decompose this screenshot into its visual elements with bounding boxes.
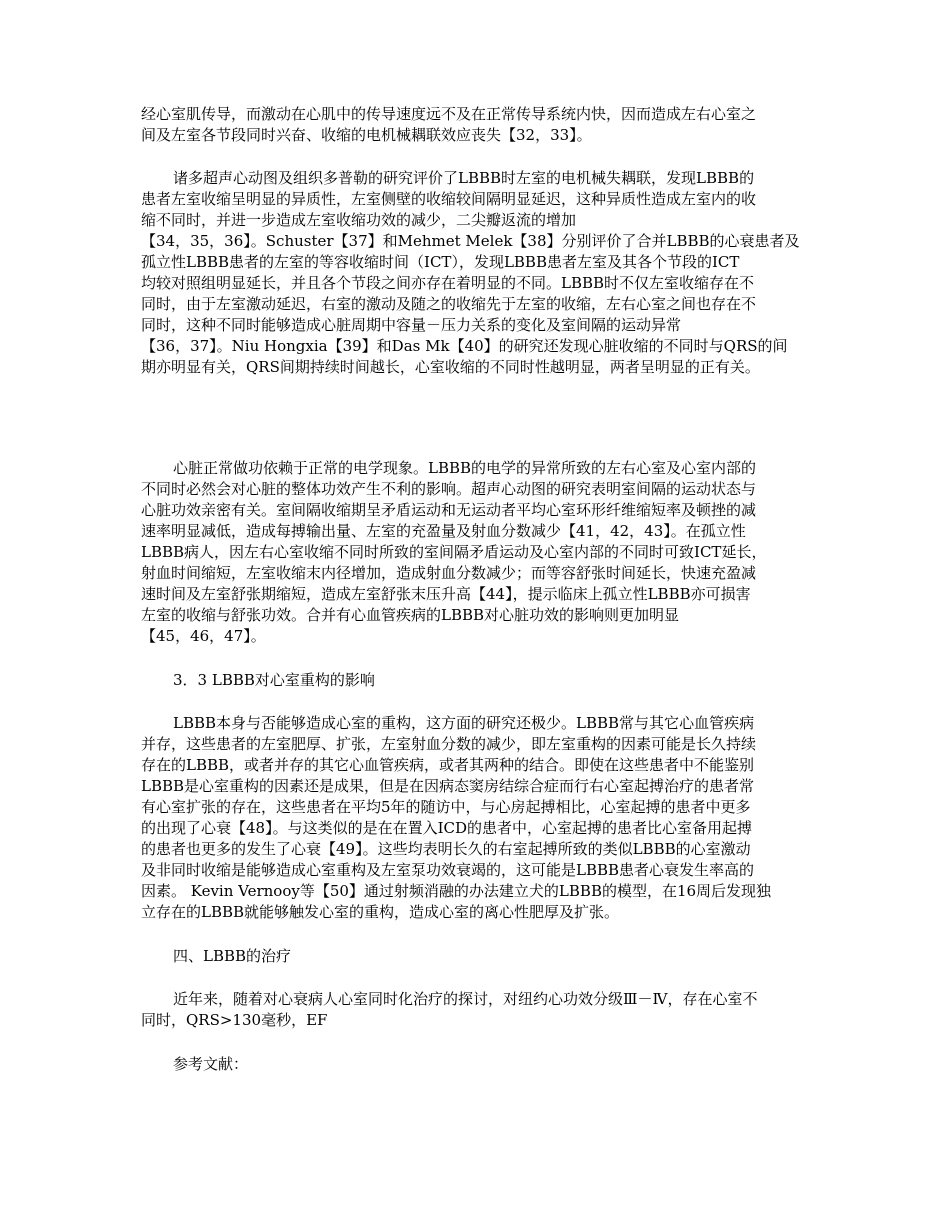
paragraph-treatment: 近年来，随着对心衰病人心室同时化治疗的探讨，对纽约心功效分级Ⅲ－Ⅳ，存在心室不 同时，QRS>130毫秒，EF [141,990,758,1029]
document-body [141,104,811,1075]
paragraph-remodeling: LBBB本身与否能够造成心室的重构，这方面的研究还极少。LBBB常与其它心血管疾病 并存，这些患者的左室肥厚、扩张，左室射血分数的减少，即左室重构的因素可能是长久持续 存在的LBBB，或者并存的其它心血管疾病，或者其两种的结合。即使在这些患者中不能鉴别 LBBB是心室重构的因素还是成果，但是在因病态窦房结综合症而行右心室起搏治疗的患者常 有心室扩张的存在，这些患者在平均5年的随访中，与心房起搏相比，心室起搏的患者中更多 的出现了心衰【48】。与这类似的是在在置入ICD的患者中，心室起搏的患者比心室备用起搏 的患者也更多的发生了心衰【49】。这些均表明长久的右室起搏所致的类似LBBB的心室激动 及非同时收缩是能够造成心室重构及左室泵功效衰竭的，这可能是LBBB患者心衰发生率高的 因素。 Kevin Vernooy等【50】通过射频消融的办法建立犬的LBBB的模型，在16周后发现独 立存在的LBBB就能够触发心室的重构，造成心室的离心性肥厚及扩张。 [141,714,772,921]
references-heading: 参考文献： [173,1055,249,1073]
paragraph-conduction: 经心室肌传导，而激动在心肌中的传导速度远不及在正常传导系统内快，因而造成左右心室之 间及左室各节段同时兴奋、收缩的电机械耦联效应丧失【32，33】。 [141,105,757,144]
section-heading-remodeling: 3．3 LBBB对心室重构的影响 [173,671,375,689]
paragraph-cardiac-function: 心脏正常做功依赖于正常的电学现象。LBBB的电学的异常所致的左右心室及心室内部的 不同时必然会对心脏的整体功效产生不利的影响。超声心动图的研究表明室间隔的运动状态与 心脏功效亲密有关。室间隔收缩期呈矛盾运动和无运动者平均心室环形纤维缩短率及顿挫的减 速率明显减低，造成每搏输出量、左室的充盈量及射血分数减少【41，42，43】。在孤立性 LBBB病人，因左右心室收缩不同时所致的室间隔矛盾运动及心室内部的不同时可致ICT延长， 射血时间缩短，左室收缩末内径增加，造成射血分数减少；而等容舒张时间延长，快速充盈减 速时间及左室舒张期缩短，造成左室舒张末压升高【44】，提示临床上孤立性LBBB亦可损害 左室的收缩与舒张功效。合并有心血管疾病的LBBB对心脏功效的影响则更加明显 【45，46，47】。 [141,459,767,645]
paragraph-echo-studies: 诸多超声心动图及组织多普勒的研究评价了LBBB时左室的电机械失耦联，发现LBBB的 患者左室收缩呈明显的异质性，左室侧壁的收缩较间隔明显延迟，这种异质性造成左室内的收 缩不同时，并进一步造成左室收缩功效的减少，二尖瓣返流的增加 【34，35，36】。Schuster【37】和Mehmet Melek【38】分别评价了合并LBBB的心衰患者及 孤立性LBBB患者的左室的等容收缩时间（ICT），发现LBBB患者左室及其各个节段的ICT 均较对照组明显延长，并且各个节段之间亦存在着明显的不同。LBBB时不仅左室收缩存在不 同时，由于左室激动延迟，右室的激动及随之的收缩先于左室的收缩，左右心室之间也存在不 同时，这种不同时能够造成心脏周期中容量－压力关系的变化及室间隔的运动异常 【36，37】。Niu Hongxia【39】和Das Mk【40】的研究还发现心脏收缩的不同时与QRS的间 期亦明显有关，QRS间期持续时间越长，心室收缩的不同时性越明显，两者呈明显的正有关。 [141,169,800,376]
section-heading-treatment: 四、LBBB的治疗 [173,947,292,965]
